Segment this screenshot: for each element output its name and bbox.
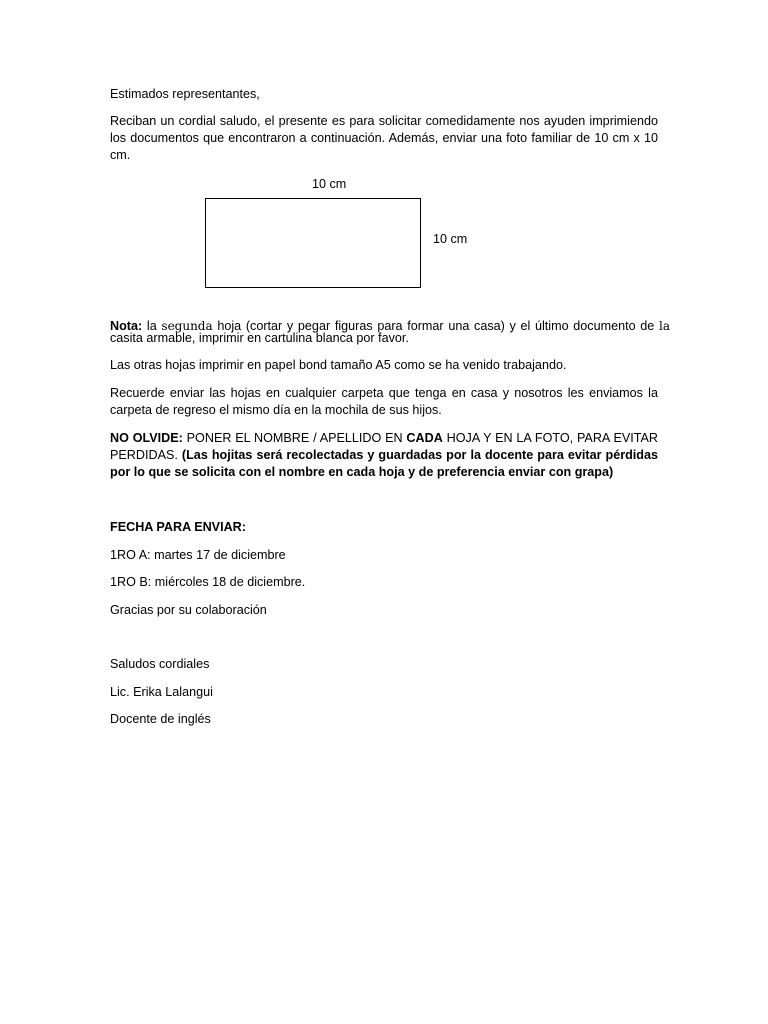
salutation: Estimados representantes, xyxy=(110,87,260,101)
no-olvide-paragraph xyxy=(110,430,658,481)
thanks-line: Gracias por su colaboración xyxy=(110,603,267,617)
closing-line: Saludos cordiales xyxy=(110,657,210,671)
nota-text-b: segunda xyxy=(161,319,213,333)
signature-name: Lic. Erika Lalangui xyxy=(110,685,213,699)
nota-text-a: la xyxy=(146,319,157,333)
folder-paragraph: Recuerde enviar las hojas en cualquier carpeta que tenga en casa y nosotros les enviamos la carpeta de regreso el mismo día en la mochila de sus hijos. xyxy=(110,386,658,417)
nota-paragraph xyxy=(110,320,670,344)
nota-text-d: la xyxy=(659,319,671,333)
photo-size-box xyxy=(205,198,421,288)
intro-paragraph: Reciban un cordial saludo, el presente es para solicitar comedidamente nos ayuden imprimiendo los documentos que encontraron a continuación. Además, enviar una foto familiar de 10 cm x 10 cm. xyxy=(110,114,658,162)
nota-text-e: casita armable, imprimir en cartulina blanca por favor. xyxy=(110,331,409,345)
photo-width-label: 10 cm xyxy=(312,177,347,191)
date-1ro-a: 1RO A: martes 17 de diciembre xyxy=(110,548,286,562)
no-olvide-bold-note: (Las hojitas será recolectadas y guardadas por la docente para evitar pérdidas por lo que se solicita con el nombre en cada hoja y de preferencia enviar con grapa) xyxy=(110,448,659,479)
no-olvide-text-b: HOJA Y EN LA FOTO, PARA EVITAR PERDIDAS. xyxy=(110,431,658,462)
date-1ro-b: 1RO B: miércoles 18 de diciembre. xyxy=(110,575,306,589)
photo-height-label: 10 cm xyxy=(433,232,468,246)
signature-role: Docente de inglés xyxy=(110,712,211,726)
nota-label: Nota: xyxy=(110,319,143,333)
no-olvide-cada: CADA xyxy=(406,431,443,445)
nota-text-c: hoja (cortar y pegar figuras para formar una casa) y el último documento de xyxy=(217,319,655,333)
fecha-heading: FECHA PARA ENVIAR: xyxy=(110,520,246,534)
no-olvide-text-a: PONER EL NOMBRE / APELLIDO EN xyxy=(186,431,403,445)
other-sheets-paragraph: Las otras hojas imprimir en papel bond tamaño A5 como se ha venido trabajando. xyxy=(110,358,567,372)
no-olvide-label: NO OLVIDE: xyxy=(110,431,183,445)
